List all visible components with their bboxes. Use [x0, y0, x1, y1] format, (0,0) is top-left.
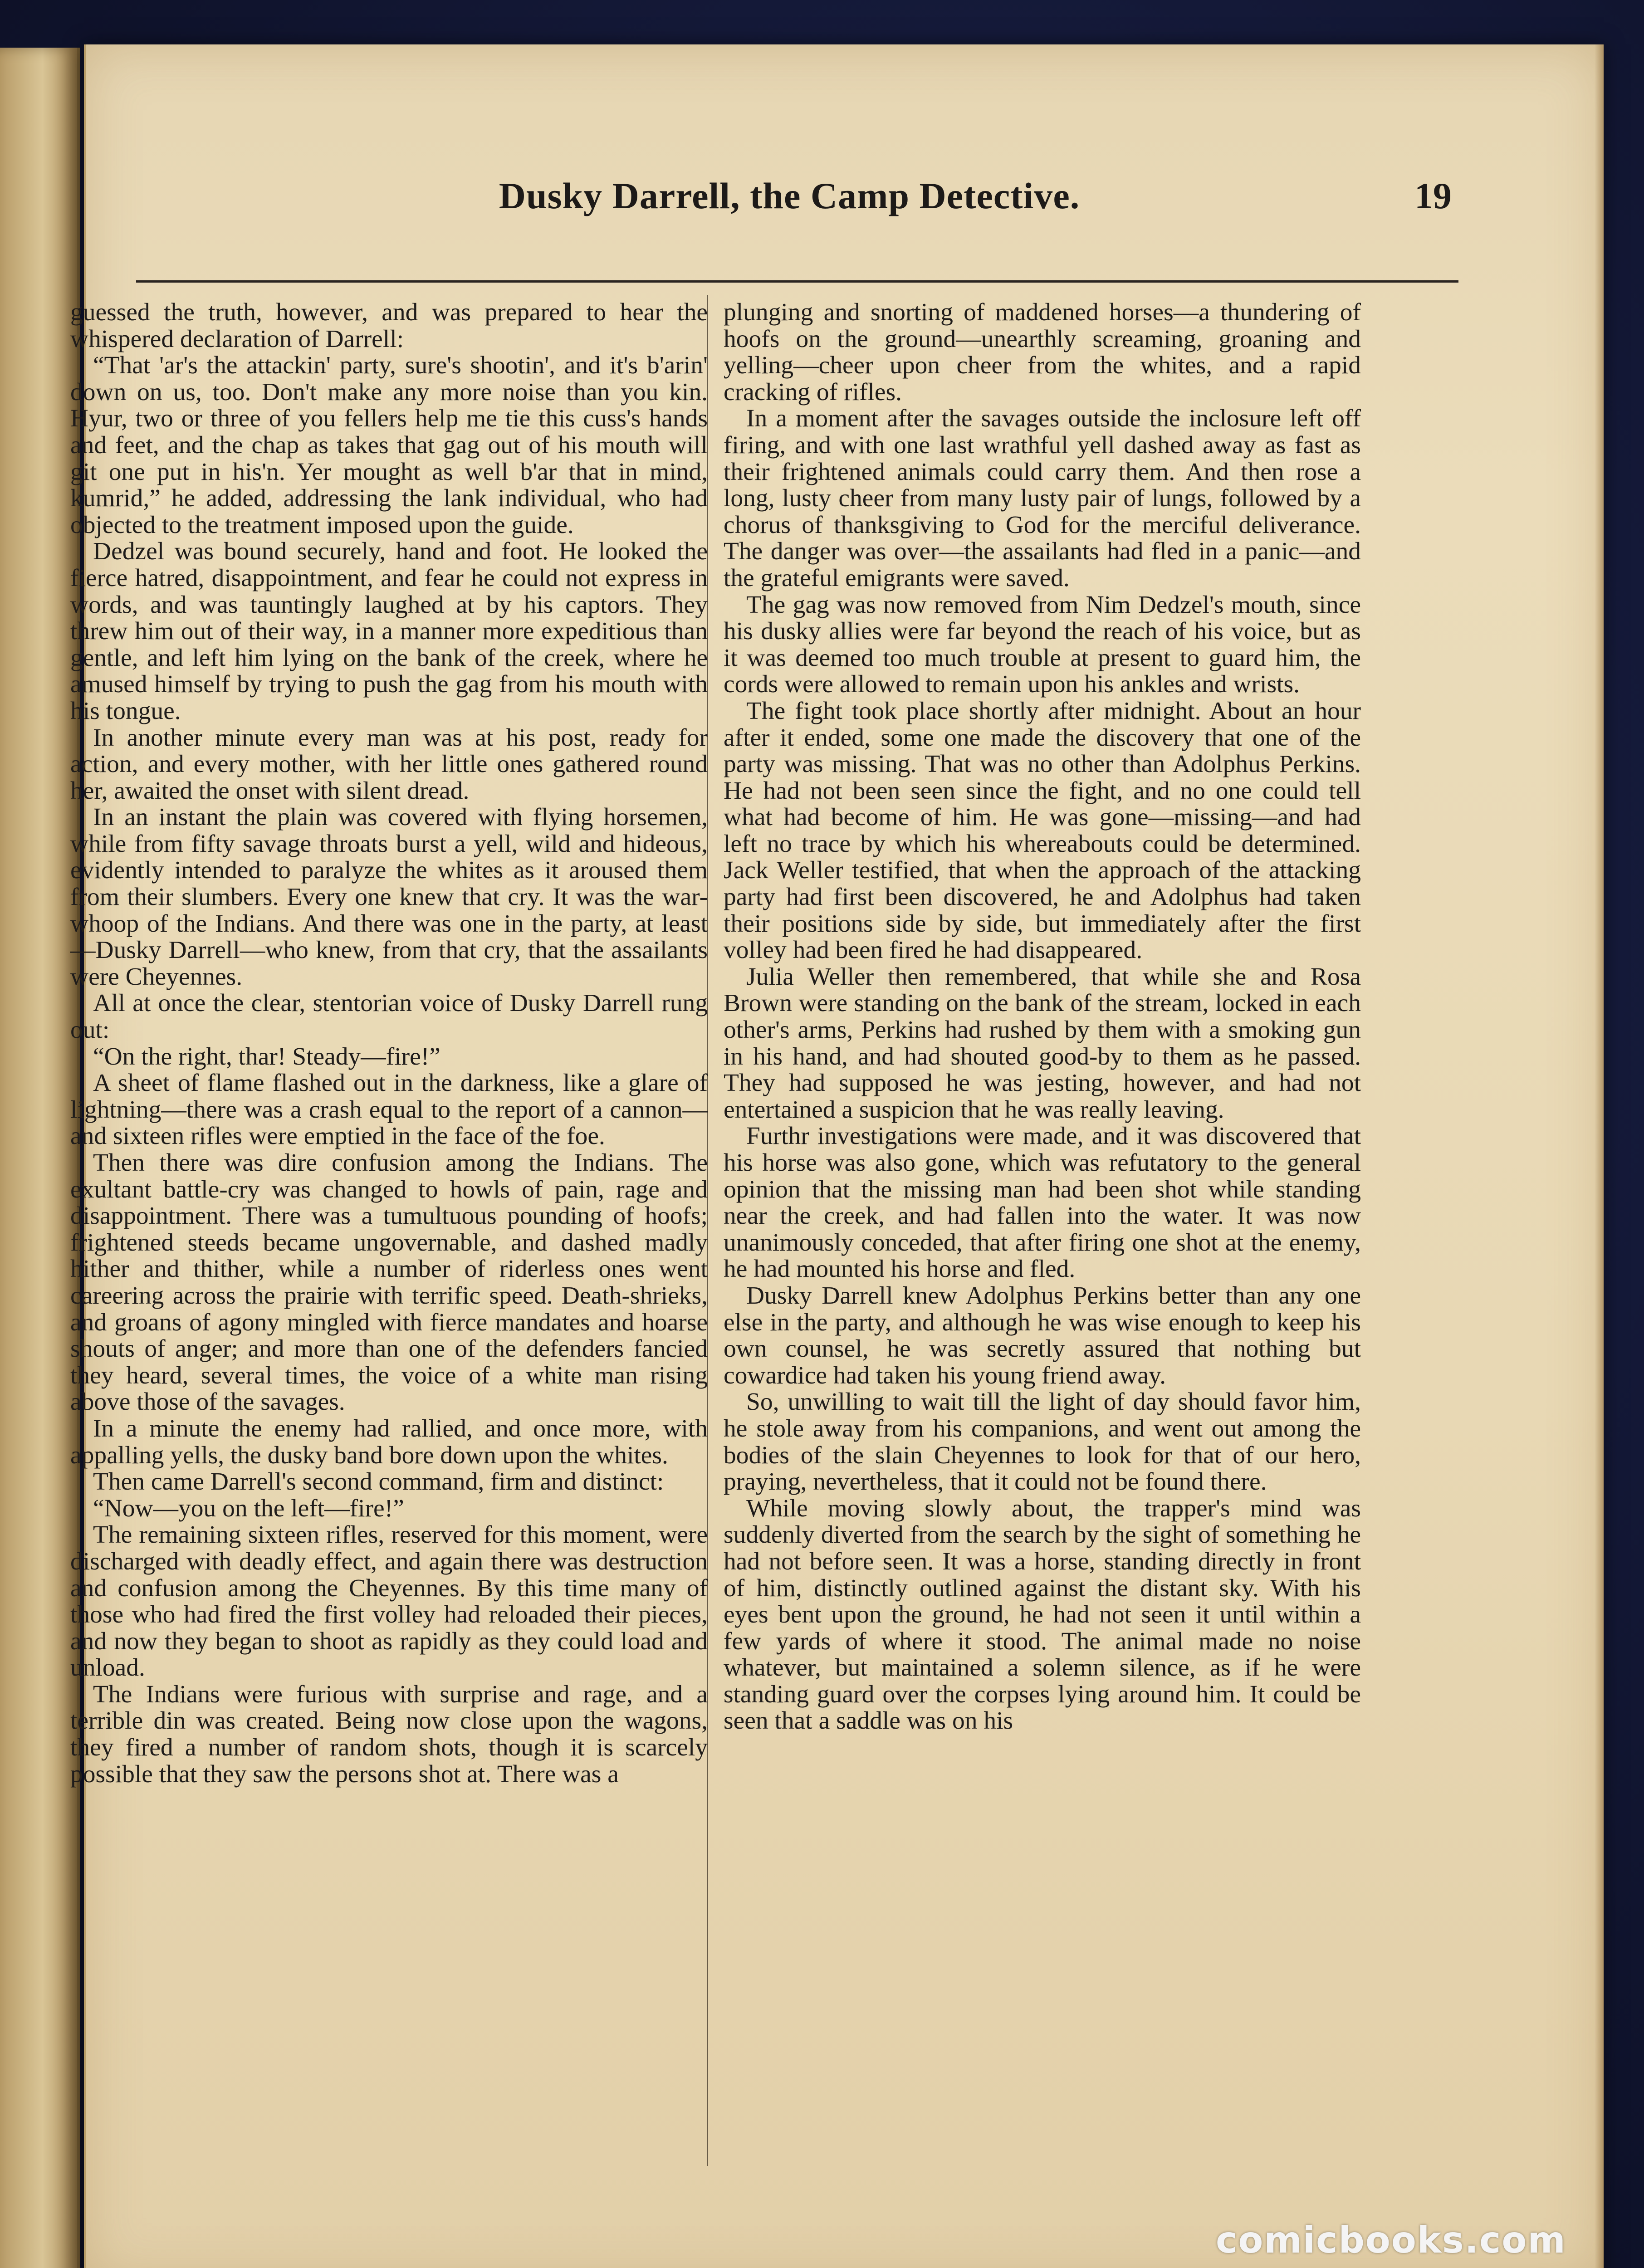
header-rule: [136, 280, 1458, 283]
paragraph: While moving slowly about, the trapper's mind was suddenly diverted from the search by the sight of something he had not before seen. It was a horse, standing directly in front of him, distinctly outlined against the distant sky. With his eyes bent upon the ground, he had not seen it until within a few yards of where it stood. The animal made no noise whatever, but maintained a solemn silence, as if he were standing guard over the corpses lying around him. It could be seen that a saddle was on his: [724, 1494, 1361, 1735]
paragraph: A sheet of flame flashed out in the darkness, like a glare of lightning—there was a crash equal to the report of a cannon—and sixteen rifles were emptied in the face of the foe.: [70, 1069, 708, 1150]
paragraph: “That 'ar's the attackin' party, sure's shootin', and it's b'arin' down on us, too. Don't make any more noise than you kin. Hyur, two or three of you fellers help me tie this cuss's hands and feet, and the chap as takes that gag out of his mouth will git one put in his'n. Yer mought as well b'ar that in mind, kumrid,” he added, addressing the lank individual, who had objected to the treatment imposed upon the guide.: [70, 352, 708, 539]
paragraph: In a minute the enemy had rallied, and once more, with appalling yells, the dusky band bore down upon the whites.: [70, 1414, 708, 1469]
paragraph: All at once the clear, stentorian voice of Dusky Darrell rung out:: [70, 989, 708, 1044]
page-edge-shadow: [1595, 44, 1604, 2268]
paragraph: The fight took place shortly after midnight. About an hour after it ended, some one made the discovery that one of the party was missing. That was no other than Adolphus Perkins. He had not been seen since the fight, and no one could tell what had become of him. He was gone—missing—and had left no trace by which his whereabouts could be determined. Jack Weller testified, that when the approach of the attacking party had first been discovered, he and Adolphus had taken their positions side by side, but immediately after the first volley had been fired he had disappeared.: [724, 697, 1361, 964]
paragraph: Dedzel was bound securely, hand and foot. He looked the fierce hatred, disappointment, and fear he could not express in words, and was tauntingly laughed at by his captors. They threw him out of their way, in a manner more expeditious than gentle, and left him lying on the bank of the creek, where he amused himself by trying to push the gag from his mouth with his tongue.: [70, 538, 708, 725]
paragraph: Dusky Darrell knew Adolphus Perkins better than any one else in the party, and although he was wise enough to keep his own counsel, he was secretly assured that nothing but cowardice had taken his young friend away.: [724, 1281, 1361, 1389]
paragraph: So, unwilling to wait till the light of day should favor him, he stole away from his companions, and went out among the bodies of the slain Cheyennes to look for that of our hero, praying, nevertheless, that it could not be found there.: [724, 1388, 1361, 1496]
paragraph: The Indians were furious with surprise and rage, and a terrible din was created. Being now close upon the wagons, they fired a number of random shots, though it is scarcely possible that they saw the persons shot at. There was a: [70, 1680, 708, 1788]
left-column: [70, 299, 708, 1788]
paragraph: “Now—you on the left—fire!”: [93, 1494, 404, 1522]
paragraph: The remaining sixteen rifles, reserved for this moment, were discharged with deadly effect, and again there was destruction and confusion among the Cheyennes. By this time many of those who had fired the first volley had reloaded their pieces, and now they began to shoot as rapidly as they could load and unload.: [70, 1521, 708, 1682]
page-header: [136, 175, 1452, 238]
paragraph: In an instant the plain was covered with flying horsemen, while from fifty savage throats burst a yell, wild and hideous, evidently intended to paralyze the whites as it aroused them from their slumbers. Every one knew that cry. It was the war-whoop of the Indians. And there was one in the party, at least—Dusky Darrell—who knew, from that cry, that the assailants were Cheyennes.: [70, 803, 708, 991]
paragraph: plunging and snorting of maddened horses—a thundering of hoofs on the ground—unearthly screaming, groaning and yelling—cheer upon cheer from the whites, and a rapid cracking of rifles.: [724, 298, 1361, 406]
site-watermark: comicbooks.com: [1216, 2219, 1566, 2261]
page-number: 19: [1414, 175, 1452, 216]
paragraph: In a moment after the savages outside the inclosure left off firing, and with one last wrathful yell dashed away as fast as their frightened animals could carry them. And then rose a long, lusty cheer from many lusty pair of lungs, followed by a chorus of thanksgiving to God for the merciful deliverance. The danger was over—the assailants had fled in a panic—and the grateful emigrants were saved.: [724, 405, 1361, 592]
paragraph: In another minute every man was at his post, ready for action, and every mother, with her little ones gathered round her, awaited the onset with silent dread.: [70, 723, 708, 805]
paragraph: Then came Darrell's second command, firm and distinct:: [93, 1468, 664, 1496]
paragraph: Then there was dire confusion among the Indians. The exultant battle-cry was changed to howls of pain, rage and disappointment. There was a tumultuous pounding of hoofs; frightened steeds became ungovernable, and dashed madly hither and thither, while a number of riderless ones went careering across the prairie with terrific speed. Death-shrieks, and groans of agony mingled with fierce mandates and hoarse shouts of anger; and more than one of the defenders fancied they heard, several times, the voice of a white man rising above those of the savages.: [70, 1149, 708, 1416]
paragraph: Julia Weller then remembered, that while she and Rosa Brown were standing on the bank of the stream, locked in each other's arms, Perkins had rushed by them with a smoking gun in his hand, and had shouted good-by to them as he passed. They had supposed he was jesting, however, and had not entertained a suspicion that he was really leaving.: [724, 963, 1361, 1124]
right-column: [724, 299, 1361, 1735]
previous-page-edge: [0, 48, 80, 2268]
paragraph: guessed the truth, however, and was prepared to hear the whispered declaration of Darrell:: [70, 298, 708, 353]
paragraph: The gag was now removed from Nim Dedzel's mouth, since his dusky allies were far beyond the reach of his voice, but as it was deemed too much trouble at present to guard him, the cords were allowed to remain upon his ankles and wrists.: [724, 591, 1361, 699]
running-title: Dusky Darrell, the Camp Detective.: [499, 175, 1080, 216]
paragraph: Furthr investigations were made, and it was discovered that his horse was also gone, which was refutatory to the general opinion that the missing man had been shot while standing near the creek, and had fallen into the water. It was now unanimously conceded, that after firing one shot at the enemy, he had mounted his horse and fled.: [724, 1122, 1361, 1283]
paragraph: “On the right, thar! Steady—fire!”: [93, 1042, 440, 1070]
